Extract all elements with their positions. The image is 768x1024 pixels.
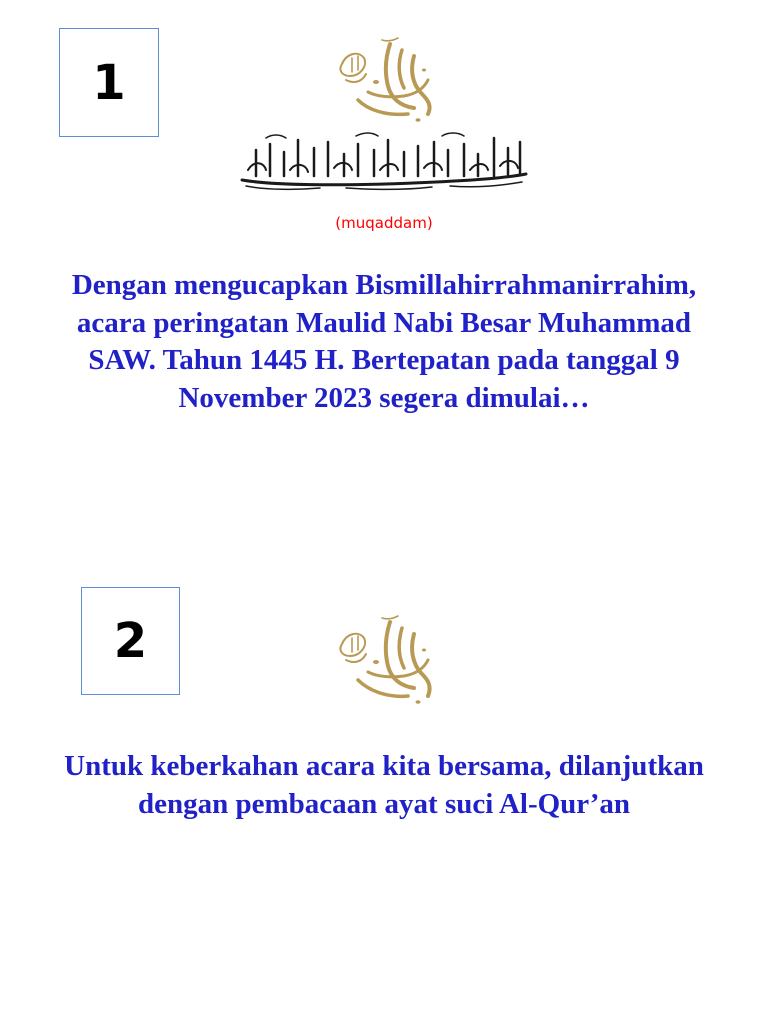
- slide-2-speech-text: Untuk keberkahan acara kita bersama, dilanjutkan dengan pembacaan ayat suci Al-Qur’an: [64, 750, 704, 820]
- slide-1-speech-text: Dengan mengucapkan Bismillahirrahmanirrahim, acara peringatan Maulid Nabi Besar Muhammad SAW. Tahun 1445 H. Bertepatan pada tanggal 9 November 2023 segera dimulai…: [71, 269, 697, 414]
- muhammad-calligraphy-image: [328, 614, 438, 709]
- assalamualaikum-calligraphy-image: [236, 130, 532, 192]
- muqaddam-role-note: (muqaddam): [335, 214, 433, 232]
- slide-number-box-1: [59, 28, 159, 137]
- slide-number-1: 1: [92, 54, 126, 111]
- slide-number-2: 2: [113, 613, 148, 669]
- muhammad-calligraphy-image: [328, 36, 438, 126]
- slide-number-box-2: [81, 587, 180, 695]
